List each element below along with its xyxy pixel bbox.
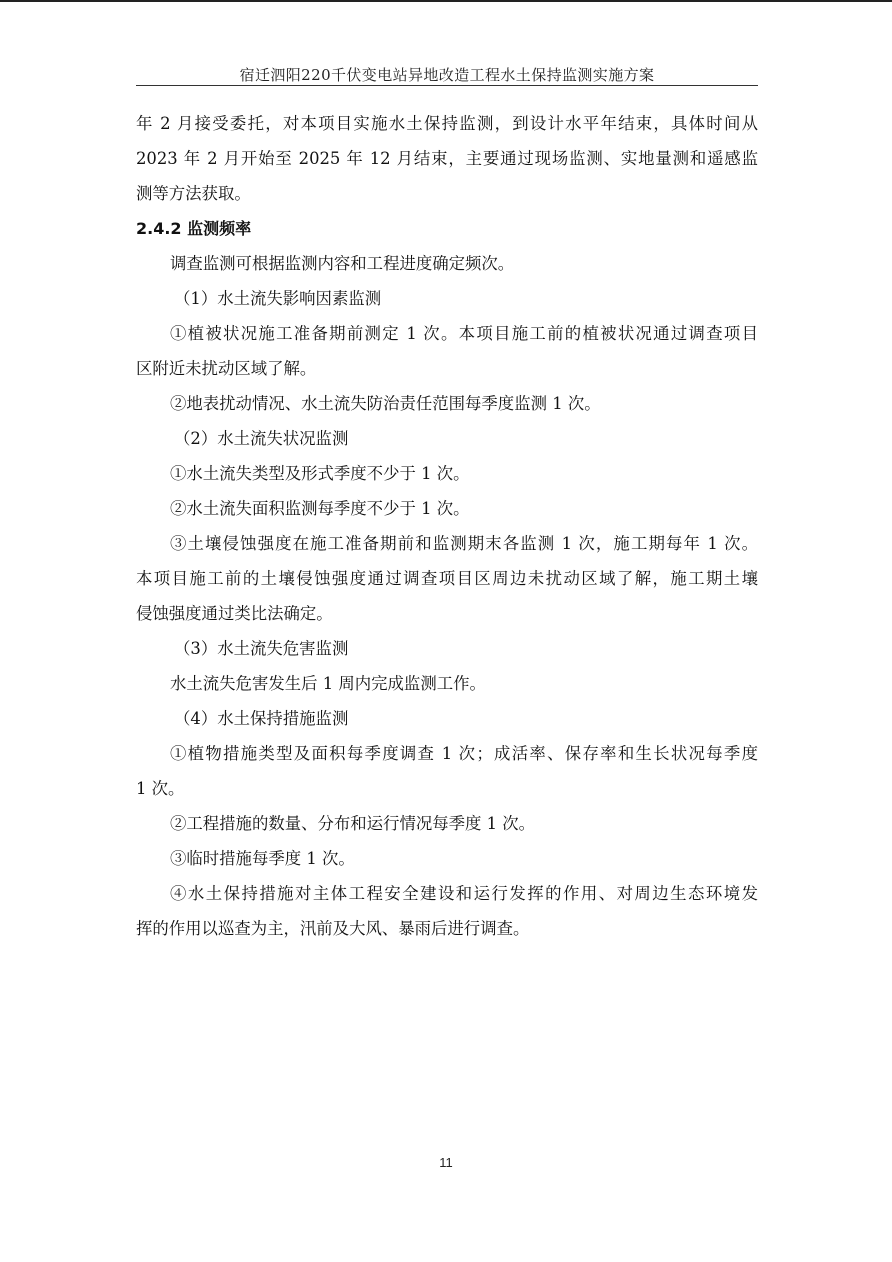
page-top-border — [0, 0, 892, 2]
header-rule — [136, 85, 758, 86]
group-3-title: （3）水土流失危害监测 — [174, 639, 349, 658]
group-1-item-1-line-1: ①植被状况施工准备期前测定 1 次。本项目施工前的植被状况通过调查项目 — [170, 324, 758, 343]
intro-line-3: 测等方法获取。 — [136, 184, 251, 203]
group-1-item-2: ②地表扰动情况、水土流失防治责任范围每季度监测 1 次。 — [170, 394, 601, 413]
group-4-item-2: ②工程措施的数量、分布和运行情况每季度 1 次。 — [170, 814, 536, 833]
group-1-title: （1）水土流失影响因素监测 — [174, 289, 382, 308]
intro-line-1: 年 2 月接受委托，对本项目实施水土保持监测，到设计水平年结束，具体时间从 — [136, 114, 758, 133]
group-2-item-1: ①水土流失类型及形式季度不少于 1 次。 — [170, 464, 470, 483]
group-2-item-3-line-1: ③土壤侵蚀强度在施工准备期前和监测期末各监测 1 次，施工期每年 1 次。 — [170, 534, 758, 553]
group-4-item-4-line-2: 挥的作用以巡查为主，汛前及大风、暴雨后进行调查。 — [136, 919, 530, 938]
group-4-item-1-line-1: ①植物措施类型及面积每季度调查 1 次；成活率、保存率和生长状况每季度 — [170, 744, 758, 763]
group-4-item-4-line-1: ④水土保持措施对主体工程安全建设和运行发挥的作用、对周边生态环境发 — [170, 884, 758, 903]
document-body — [136, 106, 758, 946]
group-1-item-1-line-2: 区附近未扰动区域了解。 — [136, 359, 317, 378]
section-lead: 调查监测可根据监测内容和工程进度确定频次。 — [170, 254, 515, 273]
group-4-item-3: ③临时措施每季度 1 次。 — [170, 849, 355, 868]
page-number: 11 — [439, 1155, 453, 1170]
group-2-title: （2）水土流失状况监测 — [174, 429, 349, 448]
group-2-item-3-line-3: 侵蚀强度通过类比法确定。 — [136, 604, 333, 623]
group-2-item-2: ②水土流失面积监测每季度不少于 1 次。 — [170, 499, 470, 518]
group-4-title: （4）水土保持措施监测 — [174, 709, 349, 728]
group-4-item-1-line-2: 1 次。 — [136, 779, 185, 798]
group-3-item-1: 水土流失危害发生后 1 周内完成监测工作。 — [170, 674, 486, 693]
group-2-item-3-line-2: 本项目施工前的土壤侵蚀强度通过调查项目区周边未扰动区域了解，施工期土壤 — [136, 569, 758, 588]
running-header: 宿迁泗阳220千伏变电站异地改造工程水土保持监测实施方案 — [239, 66, 655, 84]
section-heading: 2.4.2 监测频率 — [136, 219, 252, 238]
intro-line-2: 2023 年 2 月开始至 2025 年 12 月结束，主要通过现场监测、实地量测和遥感监 — [136, 149, 758, 168]
